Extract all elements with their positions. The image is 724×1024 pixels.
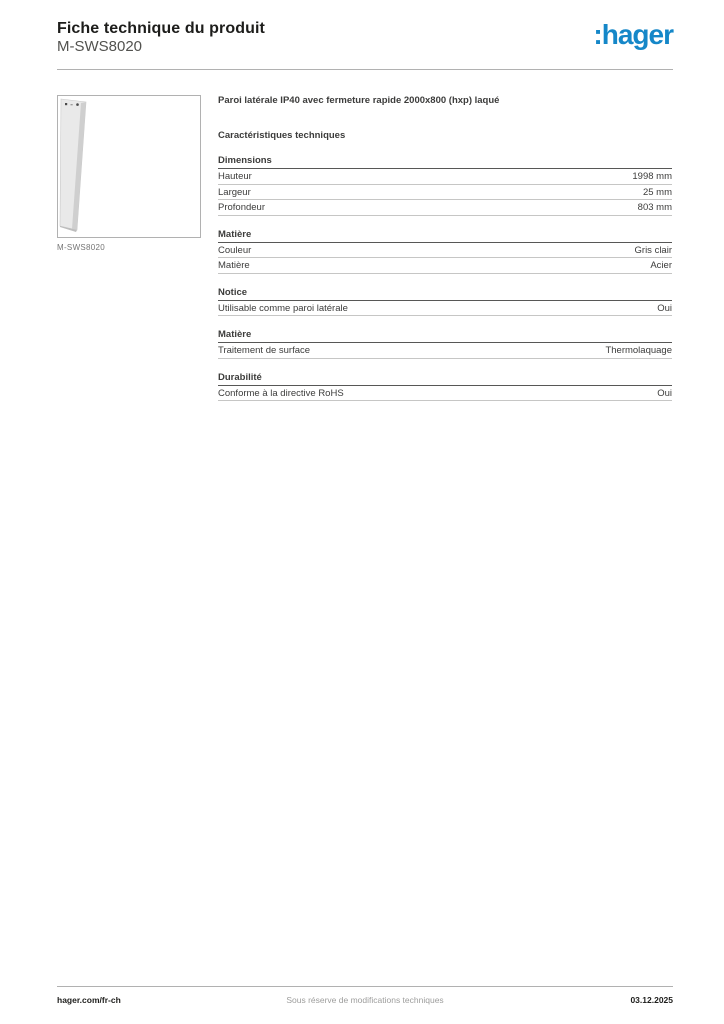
spec-label: Largeur — [218, 186, 251, 198]
hager-logo: :hager — [593, 19, 673, 50]
spec-sections — [218, 155, 672, 401]
footer-disclaimer: Sous réserve de modifications techniques — [286, 995, 444, 1005]
spec-value: 1998 mm — [632, 171, 672, 182]
spec-label: Couleur — [218, 244, 252, 256]
product-description: Paroi latérale IP40 avec fermeture rapide 2000x800 (hxp) laqué — [218, 95, 500, 106]
spec-section — [218, 329, 672, 359]
spec-label: Utilisable comme paroi latérale — [218, 302, 348, 314]
spec-section — [218, 229, 672, 274]
spec-row — [218, 243, 672, 259]
product-image-label: M-SWS8020 — [57, 243, 106, 252]
section-title: Matière — [218, 329, 672, 343]
spec-section — [218, 372, 672, 402]
spec-value: Oui — [657, 302, 672, 314]
footer-date: 03.12.2025 — [630, 995, 673, 1005]
spec-value: Gris clair — [634, 244, 672, 256]
section-title: Durabilité — [218, 372, 672, 386]
spec-row — [218, 258, 672, 274]
product-image — [58, 96, 200, 237]
spec-value: Oui — [657, 387, 672, 399]
section-title: Dimensions — [218, 155, 672, 169]
section-title: Notice — [218, 287, 672, 301]
spec-row — [218, 185, 672, 201]
spec-value: 803 mm — [637, 202, 672, 213]
spec-row — [218, 200, 672, 216]
footer-divider — [57, 986, 673, 987]
product-reference: M-SWS8020 — [57, 38, 143, 55]
spec-label: Profondeur — [218, 202, 266, 213]
spec-row — [218, 386, 672, 402]
spec-row — [218, 301, 672, 317]
fastener-dot — [76, 103, 79, 106]
footer — [57, 995, 673, 1005]
spec-row — [218, 169, 672, 185]
fastener-dash — [71, 104, 73, 105]
spec-value: Acier — [650, 260, 672, 271]
spec-section — [218, 287, 672, 317]
spec-label: Conforme à la directive RoHS — [218, 387, 344, 399]
spec-value: 25 mm — [642, 186, 672, 198]
spec-label: Traitement de surface — [218, 345, 311, 356]
section-title: Matière — [218, 229, 672, 243]
spec-section — [218, 155, 672, 216]
product-image-frame — [57, 95, 201, 238]
spec-label: Hauteur — [218, 171, 252, 182]
header-divider — [57, 69, 673, 70]
spec-row — [218, 343, 672, 359]
page-title: Fiche technique du produit — [57, 20, 265, 37]
fastener-dot — [65, 103, 67, 105]
spec-label: Matière — [218, 260, 250, 271]
spec-content — [218, 95, 672, 401]
footer-website: hager.com/fr-ch — [57, 995, 121, 1005]
characteristics-heading: Caractéristiques techniques — [218, 130, 346, 141]
spec-value: Thermolaquage — [605, 345, 672, 356]
